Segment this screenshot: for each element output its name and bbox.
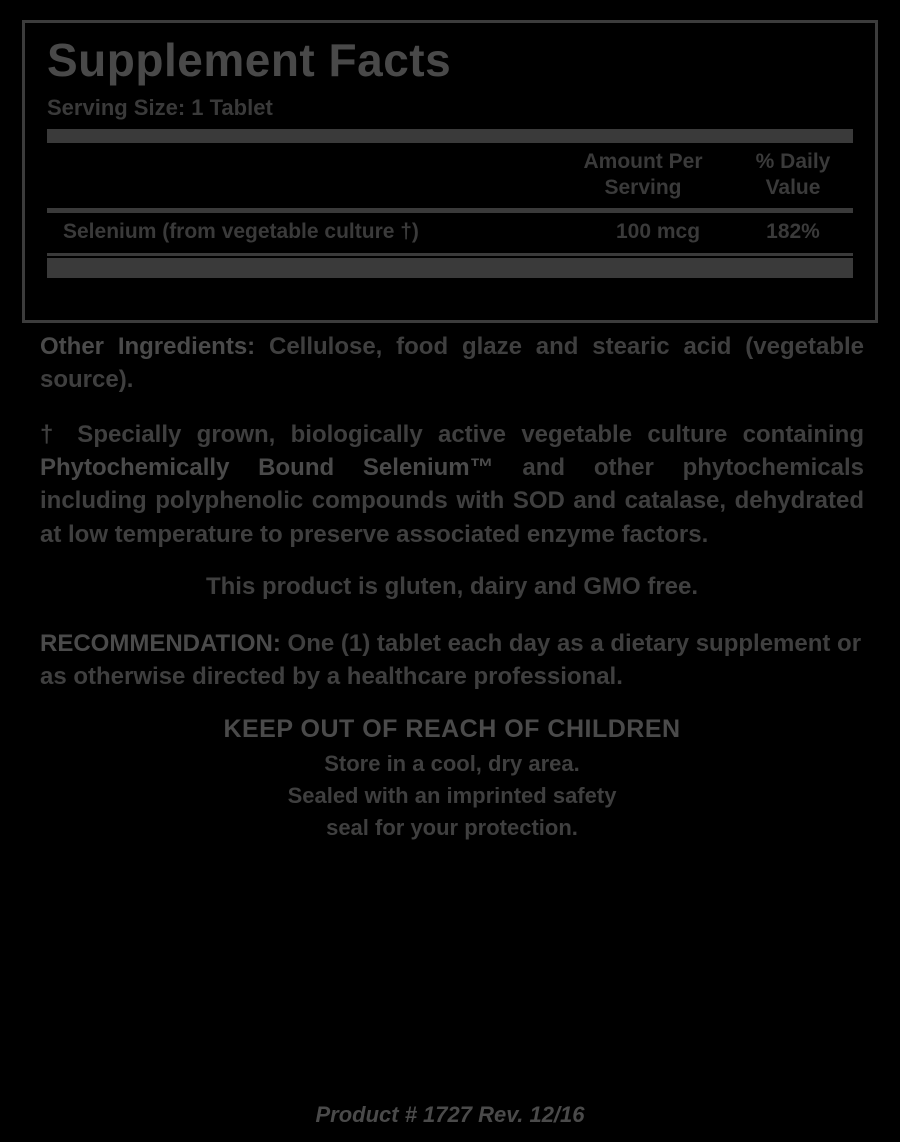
footnote-paragraph	[40, 418, 864, 550]
facts-bottom-band	[47, 258, 853, 278]
storage-line-1: Store in a cool, dry area.	[324, 750, 580, 776]
footnote-part2: and other phytochemicals including polyphenolic compounds with SOD and catalase, dehydrated at low temperature to preserve associated enzyme factors.	[40, 454, 864, 548]
nutrient-name: Selenium (from vegetable culture †)	[63, 219, 419, 243]
recommendation-paragraph	[40, 627, 864, 693]
free-from-statement: This product is gluten, dairy and GMO free.	[205, 572, 699, 600]
table-row	[47, 213, 853, 253]
nutrient-amount: 100 mcg	[615, 219, 701, 243]
supplement-facts-title: Supplement Facts	[47, 34, 452, 86]
label-body-copy	[40, 330, 864, 844]
amount-per-serving-header	[553, 149, 733, 202]
footnote-trademark: Phytochemically Bound Selenium™	[40, 454, 494, 482]
supplement-facts-inner	[25, 34, 875, 334]
storage-line-3: seal for your protection.	[326, 814, 578, 840]
supplement-facts-panel	[22, 20, 878, 323]
footnote-part1: Specially grown, biologically active vegetable culture containing	[62, 421, 864, 449]
product-number-revision: Product # 1727 Rev. 12/16	[315, 1102, 585, 1127]
recommendation-text: One (1) tablet each day as a dietary supplement or as otherwise directed by a healthcare professional.	[40, 629, 862, 690]
facts-column-headers	[47, 143, 853, 208]
other-ingredients-label: Other Ingredients:	[40, 333, 256, 360]
nutrient-daily-value: 182%	[766, 219, 820, 243]
footnote-marker: †	[40, 421, 62, 449]
storage-instructions	[40, 748, 864, 844]
amount-header-line1: Amount Per	[583, 150, 703, 173]
facts-row-rule	[47, 253, 853, 256]
storage-line-2: Sealed with an imprinted safety	[287, 782, 617, 808]
serving-size-text: Serving Size: 1 Tablet	[47, 95, 273, 120]
recommendation-label: RECOMMENDATION:	[40, 629, 281, 657]
daily-value-header	[733, 149, 853, 202]
keep-out-of-reach-headline: KEEP OUT OF REACH OF CHILDREN	[223, 714, 681, 743]
amount-header-line2: Serving	[604, 176, 682, 200]
other-ingredients-text: Cellulose, food glaze and stearic acid (vegetable source).	[40, 333, 864, 394]
dv-header-line2: Value	[765, 176, 821, 200]
dv-header-line1: % Daily	[755, 150, 831, 173]
other-ingredients-paragraph	[40, 330, 864, 396]
facts-thick-rule	[47, 129, 853, 143]
